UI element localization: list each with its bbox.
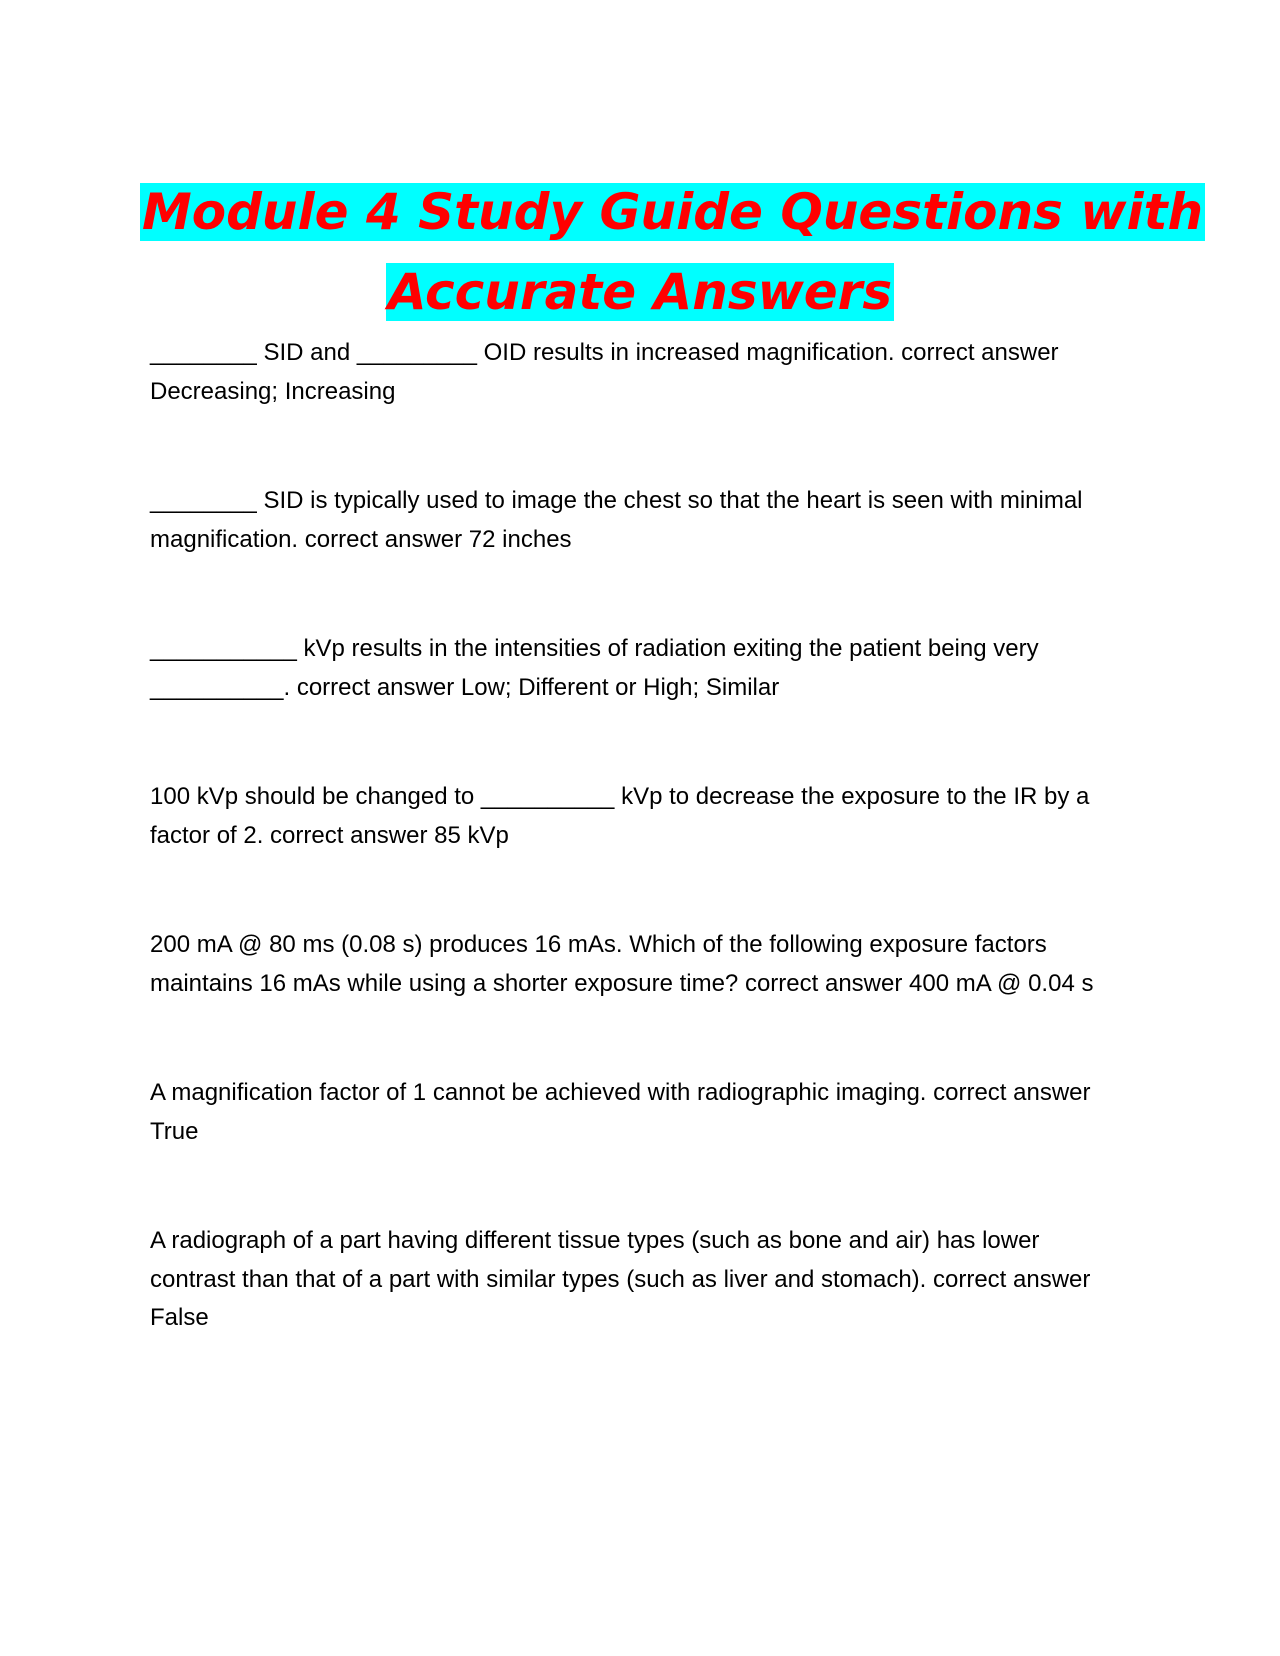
question-text: A magnification factor of 1 cannot be achieved with radiographic imaging. correct answer True	[150, 1079, 1091, 1145]
question-text: ________ SID is typically used to image the chest so that the heart is seen with minimal magnification. correct answer 72 inches	[150, 487, 1083, 553]
question-text: A radiograph of a part having different tissue types (such as bone and air) has lower contrast than that of a part with similar types (such as liver and stomach). correct answer False	[150, 1227, 1091, 1331]
question-item-2	[150, 482, 1130, 559]
question-list	[150, 334, 1130, 1409]
question-item-6	[150, 1074, 1130, 1151]
title-line-1: Module 4 Study Guide Questions with	[142, 183, 1204, 241]
title-line-2: Accurate Answers	[387, 263, 893, 321]
question-text: ________ SID and _________ OID results in increased magnification. correct answer Decreasing; Increasing	[150, 339, 1059, 405]
document-title	[140, 172, 1204, 332]
question-item-1	[150, 334, 1130, 411]
question-item-7	[150, 1222, 1130, 1338]
question-text: 200 mA @ 80 ms (0.08 s) produces 16 mAs. Which of the following exposure factors maintains 16 mAs while using a shorter exposure time? correct answer 400 mA @ 0.04 s	[150, 931, 1094, 997]
question-item-3	[150, 630, 1130, 707]
question-text: 100 kVp should be changed to __________ kVp to decrease the exposure to the IR by a factor of 2. correct answer 85 kVp	[150, 783, 1090, 849]
question-item-4	[150, 778, 1130, 855]
question-item-5	[150, 926, 1130, 1003]
question-text: ___________ kVp results in the intensities of radiation exiting the patient being very __________. correct answer Low; Different or High; Similar	[150, 635, 1039, 701]
